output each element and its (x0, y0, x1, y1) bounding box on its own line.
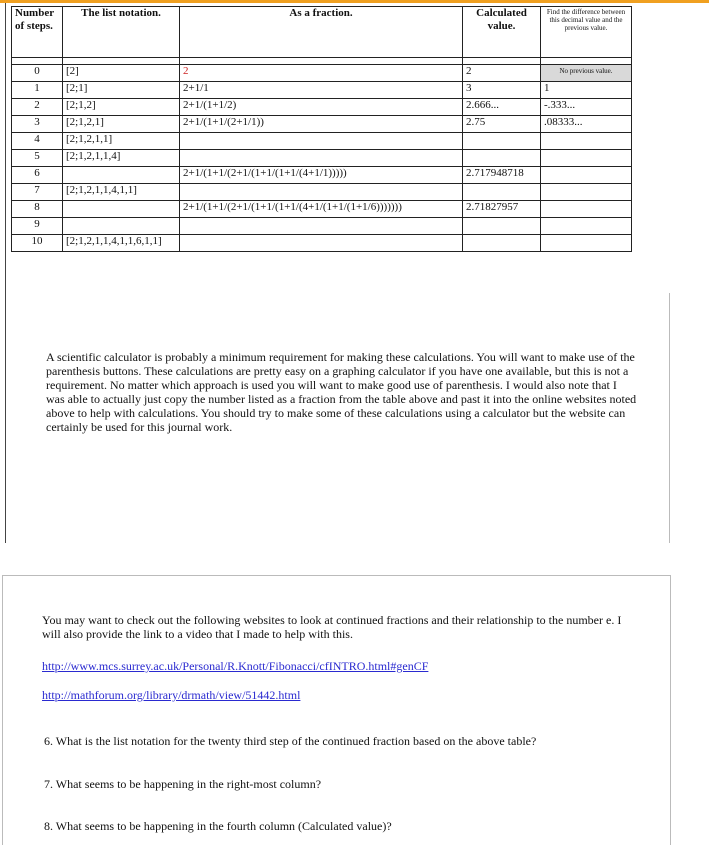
step-cell: 4 (12, 133, 63, 150)
table-row (12, 167, 632, 184)
link-mathforum[interactable]: http://mathforum.org/library/drmath/view/51442.html (42, 688, 301, 702)
header-difference: Find the difference between this decimal value and the previous value. (541, 7, 632, 58)
header-calculated-value: Calculated value. (463, 7, 541, 58)
difference-cell: No previous value. (541, 65, 632, 82)
step-cell: 3 (12, 116, 63, 133)
list-cell: [2;1,2,1,1,4] (63, 150, 180, 167)
difference-cell (541, 184, 632, 201)
list-cell: [2;1,2] (63, 99, 180, 116)
header-list-notation: The list notation. (63, 7, 180, 58)
difference-cell: .08333... (541, 116, 632, 133)
list-cell (63, 218, 180, 235)
page-margin-line (5, 3, 6, 543)
value-cell (463, 218, 541, 235)
list-cell (63, 201, 180, 218)
link-surrey-knott[interactable]: http://www.mcs.surrey.ac.uk/Personal/R.Knott/Fibonacci/cfINTRO.html#genCF (42, 659, 429, 673)
value-cell: 2.75 (463, 116, 541, 133)
table-row (12, 184, 632, 201)
page-2 (2, 575, 671, 845)
table-row (12, 65, 632, 82)
step-cell: 0 (12, 65, 63, 82)
fraction-cell: 2 (180, 65, 463, 82)
table-row (12, 235, 632, 252)
step-cell: 10 (12, 235, 63, 252)
table-row (12, 99, 632, 116)
fraction-cell: 2+1/1 (180, 82, 463, 99)
table-row (12, 218, 632, 235)
page-1 (0, 3, 670, 543)
list-cell: [2;1,2,1] (63, 116, 180, 133)
question-7: 7. What seems to be happening in the right-most column? (44, 777, 322, 791)
step-cell: 6 (12, 167, 63, 184)
fraction-cell: 2+1/(1+1/2) (180, 99, 463, 116)
websites-intro: You may want to check out the following websites to look at continued fractions and their relationship to the number e. I will also provide the link to a video that I made to help with this. (42, 613, 622, 641)
table-row (12, 133, 632, 150)
value-cell (463, 150, 541, 167)
page-edge-line (669, 293, 670, 543)
difference-cell (541, 235, 632, 252)
table-row (12, 201, 632, 218)
step-cell: 5 (12, 150, 63, 167)
table-spacer-row (12, 58, 632, 65)
difference-cell: -.333... (541, 99, 632, 116)
continued-fraction-table (11, 6, 632, 252)
fraction-cell (180, 218, 463, 235)
fraction-cell (180, 133, 463, 150)
fraction-cell (180, 184, 463, 201)
fraction-cell: 2+1/(1+1/(2+1/1)) (180, 116, 463, 133)
step-cell: 8 (12, 201, 63, 218)
difference-cell (541, 218, 632, 235)
difference-cell (541, 150, 632, 167)
fraction-cell: 2+1/(1+1/(2+1/(1+1/(1+1/(4+1/(1+1/(1+1/6))))))) (180, 201, 463, 218)
value-cell: 2.71827957 (463, 201, 541, 218)
value-cell: 2.717948718 (463, 167, 541, 184)
table-row (12, 116, 632, 133)
list-cell: [2;1,2,1,1] (63, 133, 180, 150)
header-steps: Number of steps. (12, 7, 63, 58)
question-8: 8. What seems to be happening in the fourth column (Calculated value)? (44, 819, 392, 833)
list-cell: [2;1] (63, 82, 180, 99)
value-cell: 2.666... (463, 99, 541, 116)
step-cell: 9 (12, 218, 63, 235)
calculator-paragraph: A scientific calculator is probably a minimum requirement for making these calculations. You will want to make use of the parenthesis buttons. These calculations are pretty easy on a graphing calculator if you have one available, but this is not a requirement. No matter which approach is used you will want to make good use of parenthesis. I would also note that I was able to actually just copy the number listed as a fraction from the table above and past it into the online websites noted above to help with calculations. You should try to make some of these calculations using a calculator but the website can certainly be used for this journal work. (46, 350, 637, 434)
fraction-cell: 2+1/(1+1/(2+1/(1+1/(1+1/(4+1/1))))) (180, 167, 463, 184)
fraction-cell (180, 150, 463, 167)
list-cell: [2] (63, 65, 180, 82)
value-cell: 2 (463, 65, 541, 82)
table-row (12, 150, 632, 167)
step-cell: 2 (12, 99, 63, 116)
list-cell (63, 167, 180, 184)
question-6: 6. What is the list notation for the twenty third step of the continued fraction based on the above table? (44, 734, 537, 748)
fraction-cell (180, 235, 463, 252)
list-cell: [2;1,2,1,1,4,1,1,6,1,1] (63, 235, 180, 252)
difference-cell: 1 (541, 82, 632, 99)
step-cell: 7 (12, 184, 63, 201)
value-cell (463, 235, 541, 252)
difference-cell (541, 201, 632, 218)
value-cell: 3 (463, 82, 541, 99)
step-cell: 1 (12, 82, 63, 99)
difference-cell (541, 133, 632, 150)
list-cell: [2;1,2,1,1,4,1,1] (63, 184, 180, 201)
table-header-row (12, 7, 632, 58)
value-cell (463, 133, 541, 150)
page-gap (0, 543, 709, 575)
difference-cell (541, 167, 632, 184)
table-row (12, 82, 632, 99)
header-fraction: As a fraction. (180, 7, 463, 58)
value-cell (463, 184, 541, 201)
